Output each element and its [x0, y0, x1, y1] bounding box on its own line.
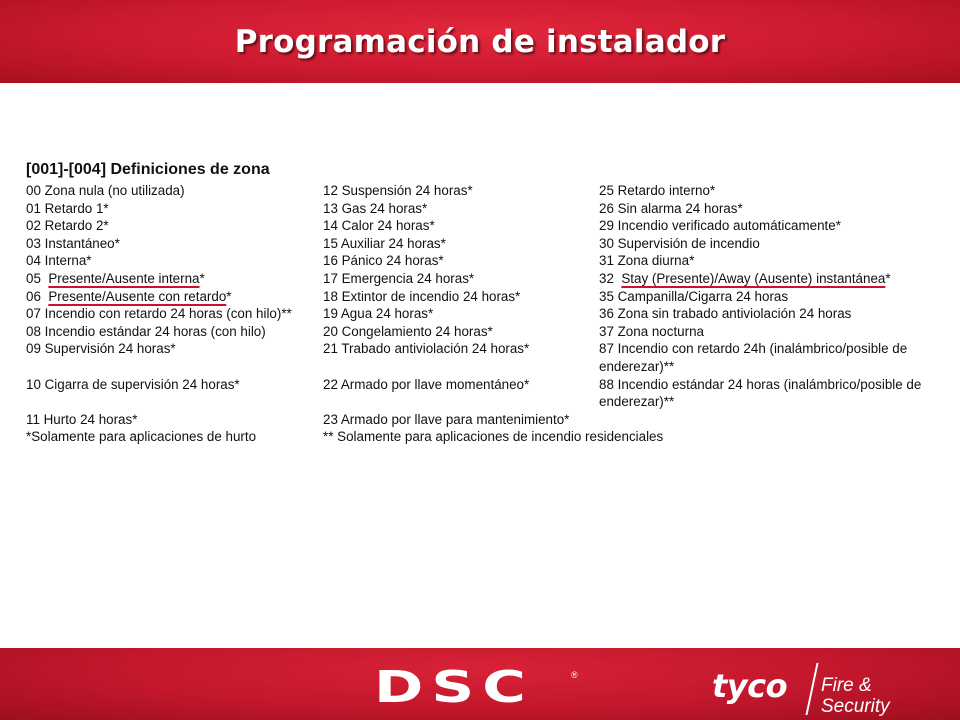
zone-entry: 13 Gas 24 horas* — [323, 200, 428, 216]
zone-entry: 35 Campanilla/Cigarra 24 horas — [599, 288, 789, 304]
zone-suffix: * — [199, 270, 205, 286]
zone-entry: 08 Incendio estándar 24 horas (con hilo) — [26, 323, 266, 339]
zone-entry: 22 Armado por llave momentáneo* — [323, 376, 530, 392]
title-banner — [0, 0, 960, 83]
zone-entry: 04 Interna* — [26, 253, 92, 269]
section-title: [001]-[004] Definiciones de zona — [26, 161, 270, 178]
zone-suffix: * — [226, 288, 232, 304]
zone-entry: 00 Zona nula (no utilizada) — [26, 183, 185, 198]
zone-label-highlighted: Presente/Ausente con retardo — [48, 288, 227, 304]
zone-number: 32 — [599, 270, 614, 286]
zone-entry: 17 Emergencia 24 horas* — [323, 270, 475, 286]
fire-security-line-1: Fire & — [821, 675, 872, 696]
table-row — [26, 235, 951, 253]
table-row — [26, 428, 951, 446]
table-row — [26, 252, 951, 270]
zone-entry: 11 Hurto 24 horas* — [26, 411, 138, 427]
table-row — [26, 376, 951, 411]
zone-entry — [26, 288, 232, 305]
zone-entry: 15 Auxiliar 24 horas* — [323, 235, 446, 251]
zone-entry: 23 Armado por llave para mantenimiento* — [323, 411, 570, 427]
table-row — [26, 270, 951, 288]
dsc-logo-text: DSC — [374, 662, 534, 713]
footnote: ** Solamente para aplicaciones de incendio residenciales — [323, 429, 664, 445]
zone-entry: 26 Sin alarma 24 horas* — [599, 200, 743, 216]
zone-entry: 18 Extintor de incendio 24 horas* — [323, 288, 521, 304]
zone-number: 05 — [26, 270, 41, 286]
zone-table — [26, 182, 951, 446]
table-row — [26, 182, 951, 200]
zone-number: 06 — [26, 288, 41, 304]
zone-entry: 12 Suspensión 24 horas* — [323, 183, 473, 198]
footnote: *Solamente para aplicaciones de hurto — [26, 429, 257, 445]
zone-label-highlighted: Stay (Presente)/Away (Ausente) instantánea — [621, 270, 886, 286]
zone-entry: 36 Zona sin trabado antiviolación 24 horas — [599, 306, 852, 322]
tyco-logo: tyco — [712, 667, 788, 705]
zone-entry: 25 Retardo interno* — [599, 183, 716, 198]
zone-entry: 09 Supervisión 24 horas* — [26, 341, 176, 357]
table-row — [26, 411, 951, 429]
table-row — [26, 323, 951, 341]
zone-entry: 16 Pánico 24 horas* — [323, 253, 444, 269]
zone-entry: 01 Retardo 1* — [26, 200, 109, 216]
registered-mark: ® — [571, 670, 578, 680]
zone-entry — [599, 270, 951, 288]
fire-security-line-2: Security — [821, 696, 890, 717]
page-title: Programación de instalador — [234, 24, 726, 60]
zone-entry: 37 Zona nocturna — [599, 323, 704, 339]
table-row — [26, 217, 951, 235]
zone-entry: 31 Zona diurna* — [599, 253, 695, 269]
table-row — [26, 200, 951, 218]
zone-entry: 20 Congelamiento 24 horas* — [323, 323, 493, 339]
dsc-logo — [374, 662, 534, 713]
zone-entry: 02 Retardo 2* — [26, 218, 109, 234]
table-row — [26, 340, 951, 375]
table-row — [26, 288, 951, 306]
zone-entry: 30 Supervisión de incendio — [599, 235, 760, 251]
zone-label-highlighted: Presente/Ausente interna — [48, 270, 200, 286]
zone-entry: 14 Calor 24 horas* — [323, 218, 435, 234]
zone-entry — [26, 270, 205, 287]
table-row — [26, 305, 951, 323]
zone-suffix: * — [885, 270, 891, 286]
zone-entry: 10 Cigarra de supervisión 24 horas* — [26, 376, 240, 392]
zone-entry: 21 Trabado antiviolación 24 horas* — [323, 341, 530, 357]
zone-entry: 03 Instantáneo* — [26, 235, 120, 251]
zone-entry: 19 Agua 24 horas* — [323, 306, 434, 322]
zone-definitions — [26, 160, 951, 446]
zone-entry: 88 Incendio estándar 24 horas (inalámbrico/posible de enderezar)** — [599, 376, 922, 410]
zone-entry: 07 Incendio con retardo 24 horas (con hilo)** — [26, 306, 292, 322]
zone-entry: 29 Incendio verificado automáticamente* — [599, 218, 841, 234]
zone-entry: 87 Incendio con retardo 24h (inalámbrico/posible de enderezar)** — [599, 341, 908, 374]
